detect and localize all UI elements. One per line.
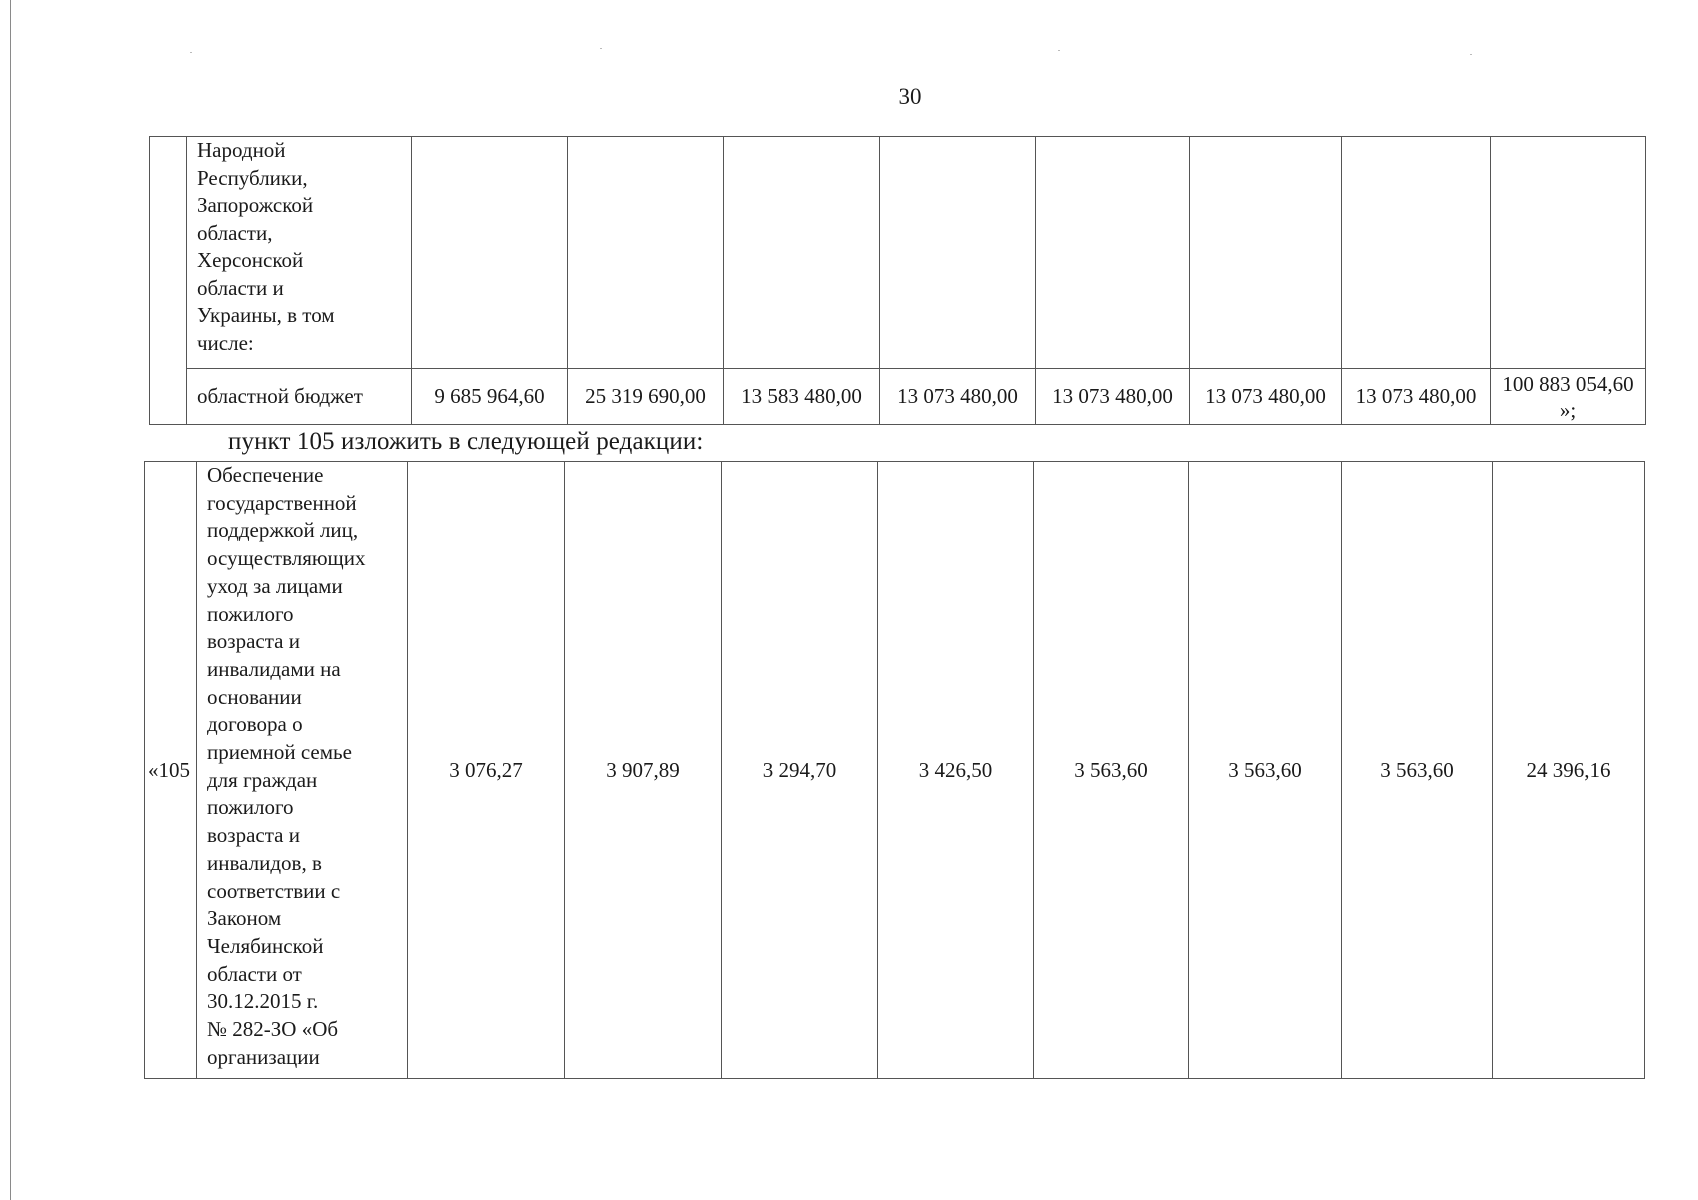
description-line: государственной [207, 490, 357, 515]
value-cell: 3 294,70 [722, 462, 878, 1079]
scan-speck [1470, 54, 1472, 55]
description-line: Челябинской [207, 933, 324, 958]
description-line: Украины, в том [197, 303, 335, 327]
description-line: организации [207, 1044, 320, 1069]
budget-label: областной бюджет [187, 369, 412, 425]
value-cell: 3 426,50 [878, 462, 1034, 1079]
description-line: Республики, [197, 165, 308, 190]
description-line: области и [197, 275, 284, 300]
budget-value: 13 073 480,00 [1036, 369, 1190, 425]
value-cell [1036, 137, 1190, 369]
description-line: инвалидов, в [207, 850, 322, 875]
value-cell: 3 907,89 [565, 462, 722, 1079]
value-cell: 3 563,60 [1034, 462, 1189, 1079]
description-line: приемной семье [207, 740, 352, 765]
description-line: области от [207, 961, 302, 986]
description-line: соответствии с [207, 878, 341, 903]
page-number: 30 [898, 84, 922, 109]
description-line: уход за лицами [207, 573, 343, 598]
value-cell [568, 137, 724, 369]
table-row [145, 462, 1645, 1079]
total-cell: 24 396,16 [1493, 462, 1645, 1079]
value-cell: 3 563,60 [1189, 462, 1342, 1079]
budget-row [150, 369, 1646, 425]
description-cell [187, 137, 412, 369]
row-number-cell [150, 137, 187, 425]
program-table-continuation [149, 136, 1646, 425]
description-line: возраста и [207, 629, 300, 654]
value-cell [1342, 137, 1491, 369]
description-line: пожилого [207, 601, 294, 626]
value-cell [1190, 137, 1342, 369]
description-line: Запорожской [197, 193, 314, 217]
description-line: для граждан [207, 767, 318, 792]
value-cell [724, 137, 880, 369]
scan-speck [190, 52, 192, 53]
table-row [150, 137, 1646, 369]
description-line: числе: [197, 330, 254, 355]
budget-value: 13 073 480,00 [1342, 369, 1491, 425]
description-line: Обеспечение [207, 463, 324, 487]
scan-left-edge [10, 0, 11, 1200]
description-cell [197, 462, 408, 1079]
budget-value: 13 073 480,00 [1190, 369, 1342, 425]
description-line: области, [197, 220, 273, 245]
scan-speck [600, 48, 602, 49]
budget-value: 9 685 964,60 [412, 369, 568, 425]
description-line: Народной [197, 138, 286, 162]
value-cell [412, 137, 568, 369]
description-line: Законом [207, 906, 282, 931]
budget-total [1491, 369, 1646, 425]
description-line: возраста и [207, 823, 300, 848]
budget-total-value: 100 883 054,60 [1502, 371, 1634, 396]
description-line: № 282-ЗО «Об [207, 1017, 339, 1042]
description-line: пожилого [207, 795, 294, 820]
program-table-item-105 [144, 461, 1645, 1079]
description-line: Херсонской [197, 248, 304, 272]
budget-value: 13 583 480,00 [724, 369, 880, 425]
description-line: инвалидами на [207, 656, 341, 681]
budget-value: 25 319 690,00 [568, 369, 724, 425]
value-cell [880, 137, 1036, 369]
description-line: осуществляющих [207, 546, 366, 571]
closing-quote: »; [1559, 397, 1577, 422]
description-line: основании [207, 684, 302, 709]
amendment-instruction: пункт 105 изложить в следующей редакции: [228, 428, 704, 455]
total-cell [1491, 137, 1646, 369]
value-cell: 3 563,60 [1342, 462, 1493, 1079]
description-line: поддержкой лиц, [207, 518, 359, 543]
budget-value: 13 073 480,00 [880, 369, 1036, 425]
row-number: «105 [145, 462, 197, 1079]
description-line: 30.12.2015 г. [207, 989, 319, 1014]
scan-speck [1058, 50, 1060, 51]
description-line: договора о [207, 712, 303, 737]
value-cell: 3 076,27 [408, 462, 565, 1079]
